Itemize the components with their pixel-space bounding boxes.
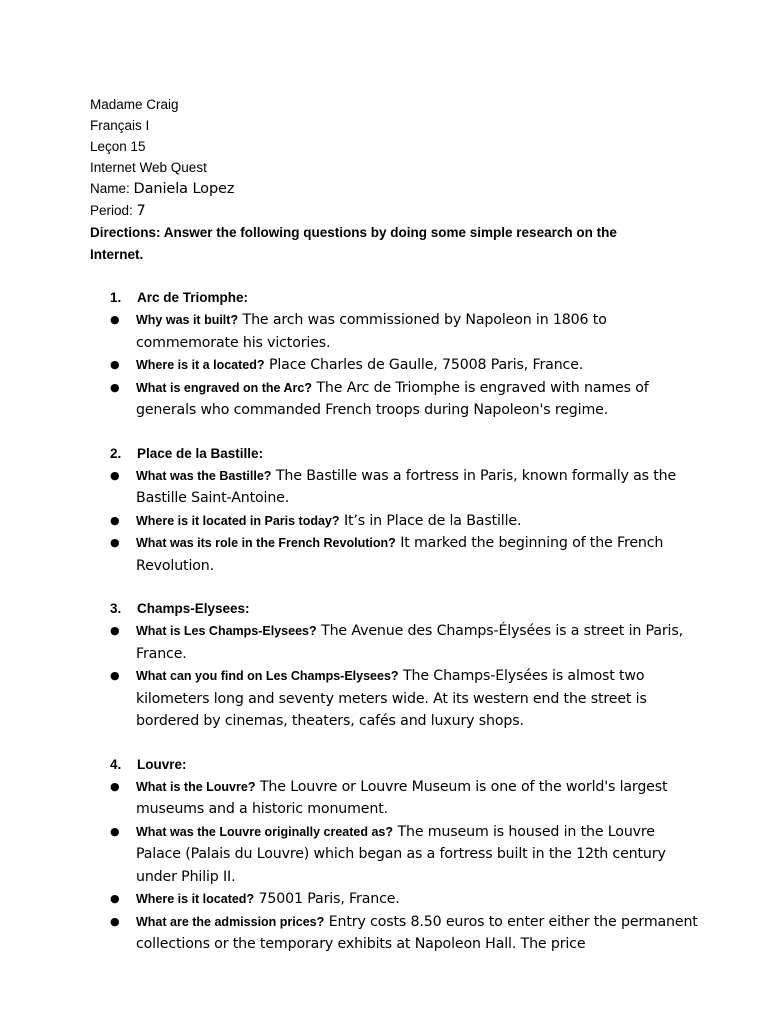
- section-title-text: Champs-Elysees:: [137, 601, 250, 616]
- list-item: [90, 776, 700, 821]
- question-text: What was the Bastille?: [136, 468, 272, 483]
- answer-text: The arch was commissioned by Napoleon in 1806 to commemorate his victories.: [136, 312, 607, 351]
- question-text: What is Les Champs-Elysees?: [136, 624, 317, 638]
- question-text: Where is it located?: [136, 892, 255, 906]
- bullet-icon: ●: [110, 358, 120, 371]
- directions-text: Directions: Answer the following questions by doing some simple research on the Internet.: [90, 225, 617, 262]
- question-list: [90, 309, 700, 422]
- bullet-icon: ●: [110, 468, 120, 482]
- bullet-icon: ●: [110, 380, 120, 394]
- bullet-icon: ●: [110, 914, 120, 928]
- list-item: [90, 665, 700, 733]
- question-text: Why was it built?: [136, 313, 239, 327]
- student-name-line: [90, 178, 700, 200]
- list-item: [90, 821, 700, 889]
- name-label: Name:: [90, 181, 130, 196]
- answer-text: Entry costs 8.50 euros to enter either the permanent collections or the temporary exhibits at Napoleon Hall. The price: [136, 913, 698, 952]
- question-text: What are the admission prices?: [136, 914, 325, 929]
- answer-text: The Arc de Triomphe is engraved with names of generals who commanded French troops during Napoleon's regime.: [136, 379, 649, 418]
- bullet-icon: ●: [110, 779, 120, 793]
- period-label: Period:: [90, 203, 133, 218]
- question-text: What was its role in the French Revolution?: [136, 536, 396, 550]
- section-title-text: Louvre:: [137, 756, 187, 772]
- list-item: [90, 911, 700, 956]
- section-number: 2.: [110, 445, 122, 461]
- answer-text: The Louvre or Louvre Museum is one of the world's largest museums and a historic monument.: [136, 778, 668, 817]
- answer-text: It marked the beginning of the French Revolution.: [136, 535, 664, 574]
- period-value: 7: [136, 203, 146, 219]
- answer-text: The museum is housed in the Louvre Palace (Palais du Louvre) which began as a fortress built in the 12th century under Philip II.: [136, 823, 666, 885]
- bullet-icon: ●: [110, 513, 120, 527]
- answer-text: 75001 Paris, France.: [258, 891, 400, 907]
- section-number: 4.: [110, 756, 122, 772]
- section-louvre: [90, 754, 700, 956]
- answer-text: The Champs-Elysées is almost two kilometers long and seventy meters wide. At its western end the street is bordered by cinemas, theaters, cafés and luxury shops.: [136, 668, 647, 729]
- list-item: [90, 377, 700, 422]
- header-block: [90, 94, 700, 222]
- answer-text: Place Charles de Gaulle, 75008 Paris, France.: [268, 357, 584, 373]
- question-text: Where is it located in Paris today?: [136, 513, 340, 528]
- section-title-text: Place de la Bastille:: [137, 445, 264, 461]
- section-champs-elysees: [90, 598, 700, 733]
- section-place-de-la-bastille: [90, 443, 700, 578]
- section-title-text: Arc de Triomphe:: [137, 290, 249, 305]
- question-list: [90, 620, 700, 733]
- lesson-name: Leçon 15: [90, 139, 146, 154]
- answer-text: The Avenue des Champs-Élysées is a street in Paris, France.: [136, 623, 683, 662]
- teacher-name: Madame Craig: [90, 97, 179, 112]
- list-item: [90, 309, 700, 354]
- question-text: What is the Louvre?: [136, 779, 256, 794]
- assignment-title: Internet Web Quest: [90, 160, 207, 175]
- section-title: [110, 287, 700, 309]
- answer-text: It’s in Place de la Bastille.: [343, 512, 522, 529]
- section-title: [110, 598, 700, 620]
- name-value: Daniela Lopez: [133, 181, 235, 197]
- bullet-icon: ●: [110, 536, 120, 549]
- course-name: Français I: [90, 118, 150, 133]
- list-item: [90, 465, 700, 510]
- list-item: [90, 354, 700, 377]
- question-list: [90, 465, 700, 578]
- list-item: [90, 532, 700, 577]
- question-text: What is engraved on the Arc?: [136, 380, 312, 395]
- section-arc-de-triomphe: [90, 287, 700, 422]
- bullet-icon: ●: [110, 624, 120, 637]
- section-number: 3.: [110, 601, 122, 616]
- question-text: What can you find on Les Champs-Elysees?: [136, 669, 399, 683]
- bullet-icon: ●: [110, 313, 120, 326]
- list-item: [90, 888, 700, 911]
- section-number: 1.: [110, 290, 122, 305]
- bullet-icon: ●: [110, 892, 120, 905]
- list-item: [90, 620, 700, 665]
- answer-text: The Bastille was a fortress in Paris, known formally as the Bastille Saint-Antoine.: [136, 467, 677, 506]
- question-list: [90, 776, 700, 956]
- period-line: [90, 200, 700, 222]
- section-title: [110, 443, 700, 465]
- document-page: [90, 94, 700, 956]
- bullet-icon: ●: [110, 824, 120, 838]
- question-text: What was the Louvre originally created as?: [136, 824, 394, 839]
- bullet-icon: ●: [110, 669, 120, 682]
- section-title: [110, 754, 700, 776]
- question-text: Where is it a located?: [136, 358, 265, 372]
- list-item: [90, 510, 700, 533]
